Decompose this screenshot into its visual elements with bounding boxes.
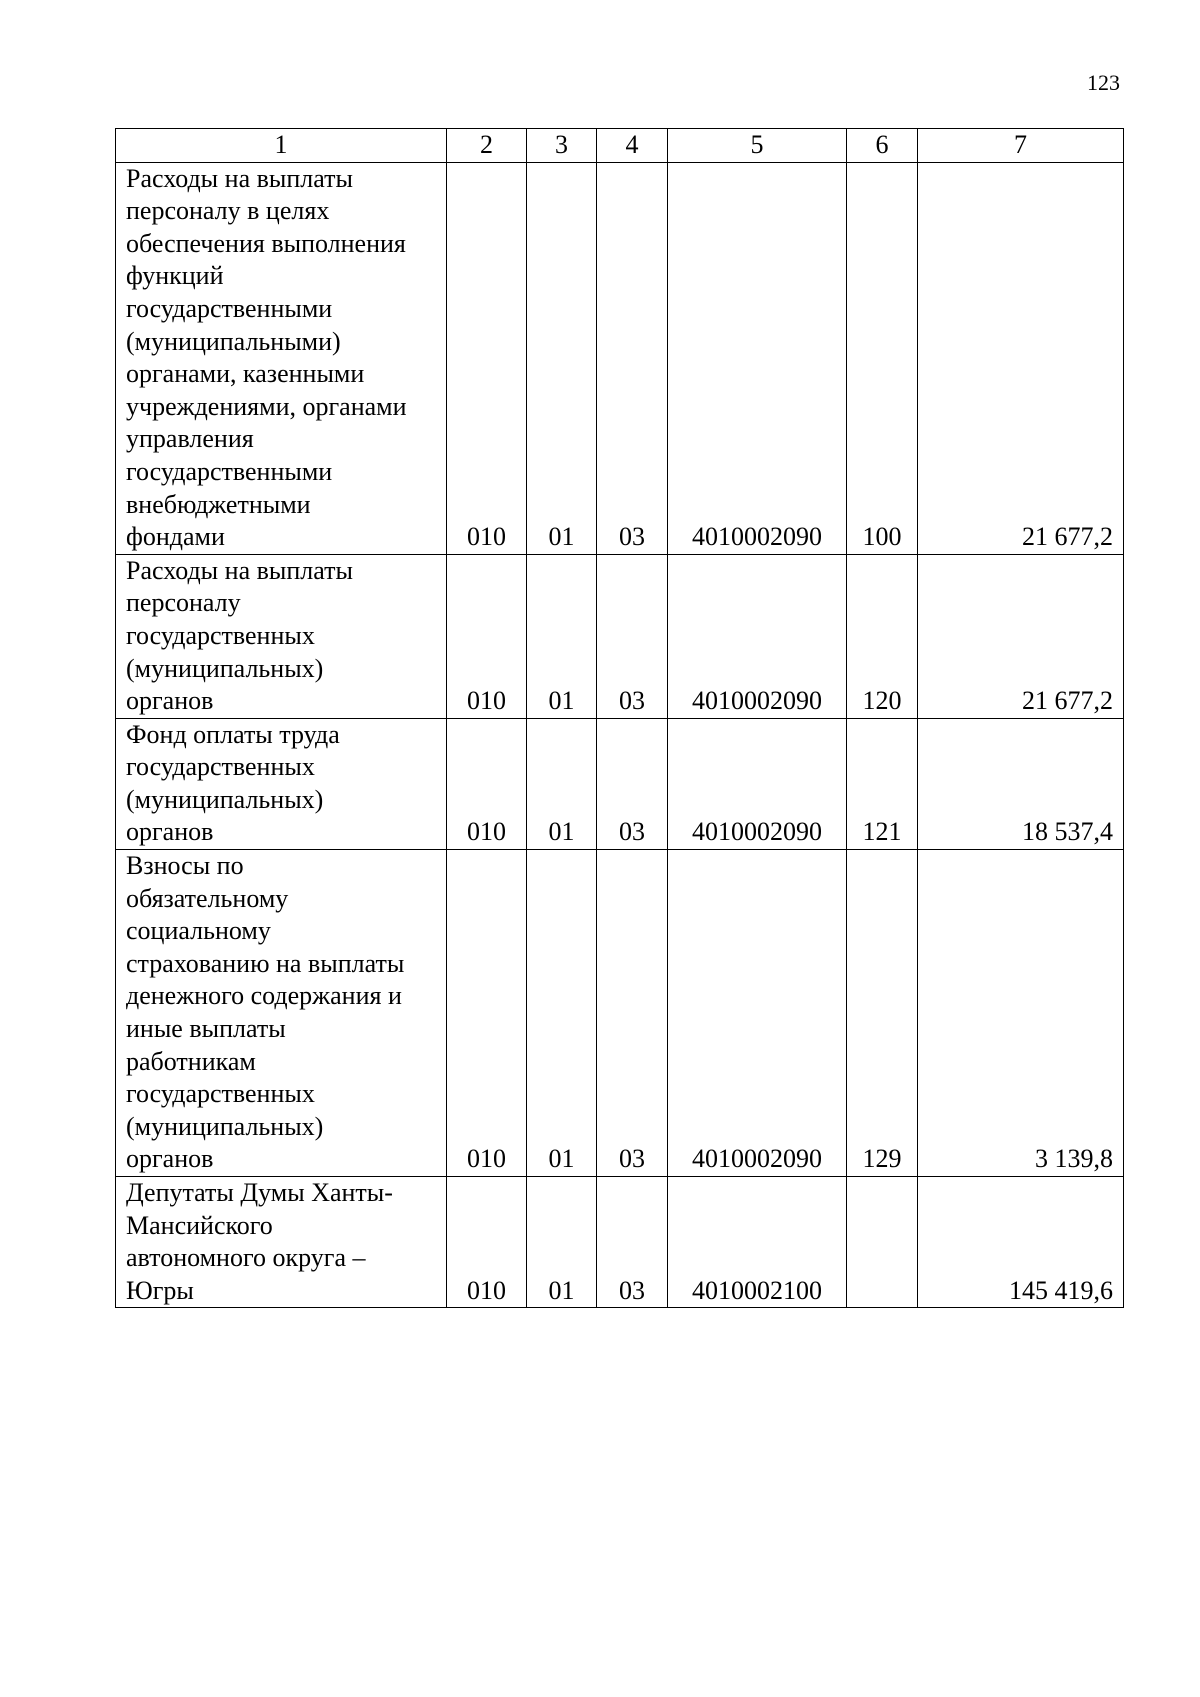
row-col6: 120 bbox=[847, 554, 918, 718]
row-col5: 4010002090 bbox=[668, 554, 847, 718]
row-col3: 01 bbox=[527, 850, 597, 1177]
table-row bbox=[116, 850, 1124, 1177]
description-line: государственных bbox=[126, 752, 315, 782]
description-line: работникам bbox=[126, 1046, 256, 1076]
row-amount: 18 537,4 bbox=[918, 718, 1124, 849]
row-col4: 03 bbox=[597, 1177, 668, 1308]
column-header-2: 2 bbox=[447, 129, 527, 163]
description-line: денежного содержания и bbox=[126, 981, 402, 1011]
row-amount: 21 677,2 bbox=[918, 554, 1124, 718]
description-line: внебюджетными bbox=[126, 489, 311, 519]
row-col3: 01 bbox=[527, 162, 597, 554]
description-line: иные выплаты bbox=[126, 1014, 286, 1044]
table-row bbox=[116, 554, 1124, 718]
description-line: государственными bbox=[126, 293, 333, 323]
row-description bbox=[116, 718, 447, 849]
description-line: учреждениями, органами bbox=[126, 391, 407, 421]
row-col4: 03 bbox=[597, 850, 668, 1177]
description-line: Депутаты Думы Ханты- bbox=[126, 1178, 393, 1207]
description-line: автономного округа – bbox=[126, 1243, 366, 1273]
row-col3: 01 bbox=[527, 718, 597, 849]
row-col6: 129 bbox=[847, 850, 918, 1177]
row-col2: 010 bbox=[447, 162, 527, 554]
row-col6: 121 bbox=[847, 718, 918, 849]
table-header-row bbox=[116, 129, 1124, 163]
row-amount: 145 419,6 bbox=[918, 1177, 1124, 1308]
description-line: органов bbox=[126, 686, 214, 716]
row-col5: 4010002090 bbox=[668, 162, 847, 554]
column-header-7: 7 bbox=[918, 129, 1124, 163]
description-line: государственными bbox=[126, 456, 333, 486]
description-line: Расходы на выплаты bbox=[126, 555, 353, 585]
column-header-1: 1 bbox=[116, 129, 447, 163]
table-row bbox=[116, 1177, 1124, 1308]
row-col4: 03 bbox=[597, 718, 668, 849]
row-col6 bbox=[847, 1177, 918, 1308]
row-col5: 4010002090 bbox=[668, 718, 847, 849]
row-col3: 01 bbox=[527, 554, 597, 718]
row-col4: 03 bbox=[597, 554, 668, 718]
row-col2: 010 bbox=[447, 850, 527, 1177]
description-line: органов bbox=[126, 1144, 214, 1174]
row-description bbox=[116, 554, 447, 718]
description-line: персоналу bbox=[126, 588, 241, 618]
row-col2: 010 bbox=[447, 1177, 527, 1308]
description-line: государственных bbox=[126, 1079, 315, 1109]
page-number: 123 bbox=[1087, 70, 1120, 95]
row-amount: 3 139,8 bbox=[918, 850, 1124, 1177]
column-header-3: 3 bbox=[527, 129, 597, 163]
column-header-6: 6 bbox=[847, 129, 918, 163]
description-line: Фонд оплаты труда bbox=[126, 719, 340, 749]
row-col4: 03 bbox=[597, 162, 668, 554]
description-line: (муниципальных) bbox=[126, 653, 324, 683]
column-header-5: 5 bbox=[668, 129, 847, 163]
table-row bbox=[116, 162, 1124, 554]
description-line: государственных bbox=[126, 620, 315, 650]
row-col5: 4010002100 bbox=[668, 1177, 847, 1308]
table-row bbox=[116, 718, 1124, 849]
description-line: Югры bbox=[126, 1275, 194, 1305]
description-line: органов bbox=[126, 817, 214, 847]
row-amount: 21 677,2 bbox=[918, 162, 1124, 554]
description-line: (муниципальными) bbox=[126, 326, 341, 356]
description-line: социальному bbox=[126, 916, 271, 946]
description-line: функций bbox=[126, 261, 224, 291]
description-line: фондами bbox=[126, 522, 225, 552]
description-line: страхованию на выплаты bbox=[126, 948, 405, 978]
row-description bbox=[116, 162, 447, 554]
description-line: обязательному bbox=[126, 883, 289, 913]
description-line: Мансийского bbox=[126, 1210, 273, 1240]
budget-table bbox=[115, 128, 1124, 1308]
description-line: Взносы по bbox=[126, 851, 244, 881]
row-description bbox=[116, 850, 447, 1177]
description-line: управления bbox=[126, 424, 254, 454]
description-line: органами, казенными bbox=[126, 359, 365, 389]
description-line: персоналу в целях bbox=[126, 196, 330, 226]
column-header-4: 4 bbox=[597, 129, 668, 163]
description-line: (муниципальных) bbox=[126, 1111, 324, 1141]
row-col6: 100 bbox=[847, 162, 918, 554]
row-description bbox=[116, 1177, 447, 1308]
row-col5: 4010002090 bbox=[668, 850, 847, 1177]
description-line: Расходы на выплаты bbox=[126, 163, 353, 193]
row-col2: 010 bbox=[447, 554, 527, 718]
row-col2: 010 bbox=[447, 718, 527, 849]
description-line: обеспечения выполнения bbox=[126, 228, 406, 258]
description-line: (муниципальных) bbox=[126, 784, 324, 814]
row-col3: 01 bbox=[527, 1177, 597, 1308]
